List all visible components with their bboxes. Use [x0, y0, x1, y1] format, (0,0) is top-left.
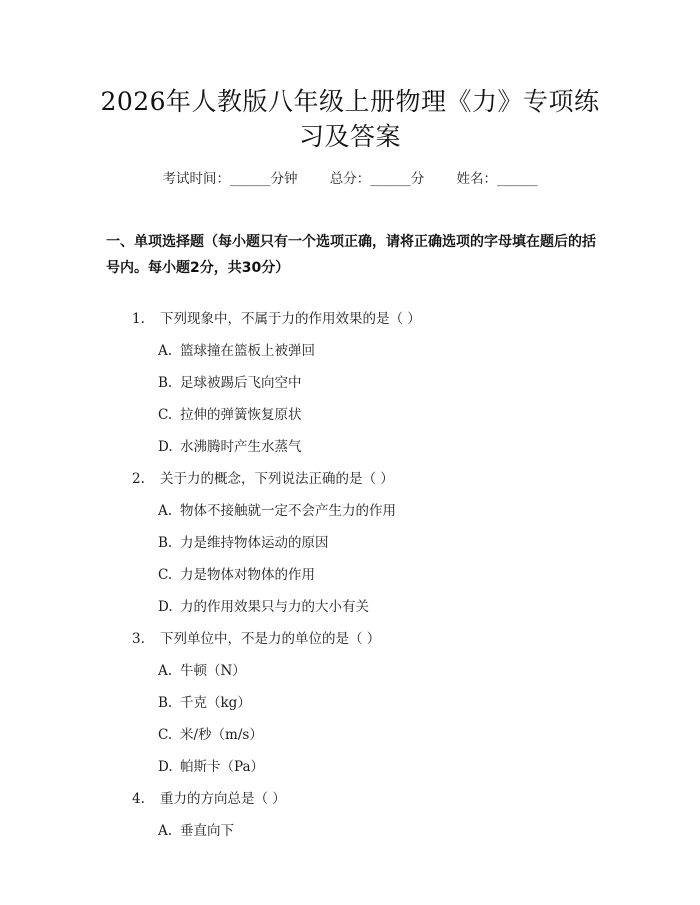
option-text: 篮球撞在篮板上被弹回	[180, 343, 315, 359]
question-2	[132, 469, 394, 489]
question-text: 下列现象中，不属于力的作用效果的是（ ）	[160, 311, 421, 327]
document-title-line1: 2026年人教版八年级上册物理《力》专项练	[100, 87, 600, 116]
option-letter: B.	[158, 535, 173, 551]
option-letter: D.	[158, 599, 173, 615]
option-letter: A.	[158, 663, 173, 679]
option-text: 力是物体对物体的作用	[180, 567, 315, 583]
option-letter: A.	[158, 823, 173, 839]
question-3-option-c	[158, 725, 263, 745]
question-1-option-a	[158, 341, 315, 361]
question-3-option-d	[158, 757, 264, 777]
option-letter: A.	[158, 503, 173, 519]
option-letter: A.	[158, 343, 173, 359]
question-4-option-a	[158, 821, 234, 841]
question-number: 2.	[132, 471, 145, 487]
question-number: 1.	[132, 311, 145, 327]
option-text: 物体不接触就一定不会产生力的作用	[180, 503, 396, 519]
option-text: 力是维持物体运动的原因	[180, 535, 329, 551]
option-letter: C.	[158, 567, 173, 583]
option-text: 拉伸的弹簧恢复原状	[180, 407, 302, 423]
option-letter: C.	[158, 727, 173, 743]
question-2-option-c	[158, 565, 315, 585]
section-heading-single-choice: 一、单项选择题（每小题只有一个选项正确，请将正确选项的字母填在题后的括号内。每小题2分，共30分）	[106, 234, 596, 276]
question-number: 3.	[132, 631, 145, 647]
exam-meta-line	[0, 169, 700, 189]
option-text: 垂直向下	[180, 823, 234, 839]
question-text: 关于力的概念，下列说法正确的是（ ）	[160, 471, 394, 487]
question-4	[132, 789, 286, 809]
question-number: 4.	[132, 791, 145, 807]
option-letter: B.	[158, 695, 173, 711]
option-letter: B.	[158, 375, 173, 391]
question-1-option-c	[158, 405, 302, 425]
option-letter: D.	[158, 759, 173, 775]
option-text: 足球被踢后飞向空中	[180, 375, 302, 391]
question-text: 重力的方向总是（ ）	[160, 791, 286, 807]
question-3-option-a	[158, 661, 246, 681]
option-letter: C.	[158, 407, 173, 423]
option-text: 力的作用效果只与力的大小有关	[180, 599, 369, 615]
question-2-option-d	[158, 597, 369, 617]
document-title-line2: 习及答案	[298, 122, 401, 151]
question-text: 下列单位中，不是力的单位的是（ ）	[160, 631, 381, 647]
question-2-option-a	[158, 501, 396, 521]
option-text: 水沸腾时产生水蒸气	[180, 439, 302, 455]
option-letter: D.	[158, 439, 173, 455]
option-text: 帕斯卡（Pa）	[180, 759, 265, 775]
question-2-option-b	[158, 533, 329, 553]
question-1-option-b	[158, 373, 302, 393]
question-1-option-d	[158, 437, 302, 457]
option-text: 米/秒（m/s）	[180, 727, 263, 743]
question-1	[132, 309, 421, 329]
exam-score-label: 总分：______分	[329, 171, 425, 187]
question-3-option-b	[158, 693, 251, 713]
option-text: 牛顿（N）	[180, 663, 246, 679]
question-3	[132, 629, 380, 649]
option-text: 千克（kg）	[180, 695, 251, 711]
exam-name-label: 姓名：______	[456, 171, 538, 187]
exam-time-label: 考试时间：______分钟	[162, 171, 298, 187]
